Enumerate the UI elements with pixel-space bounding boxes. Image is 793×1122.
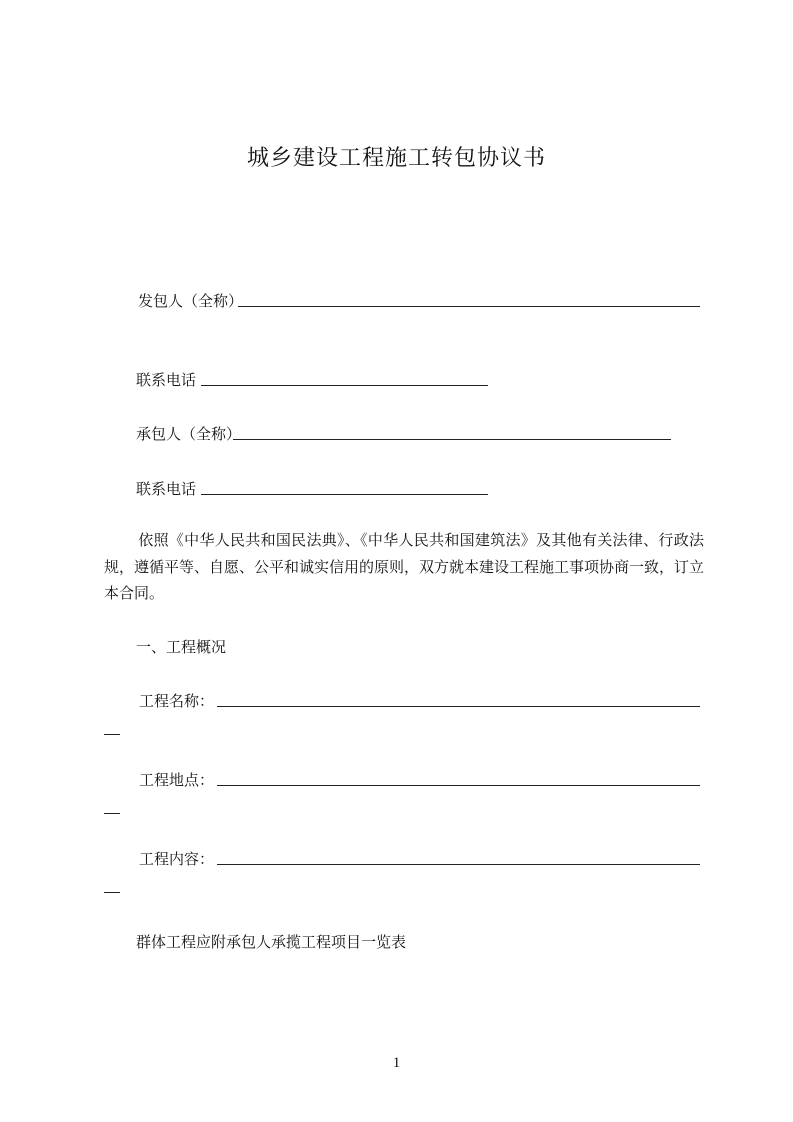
contractor-phone-blank[interactable] xyxy=(201,494,488,495)
document-title: 城乡建设工程施工转包协议书 xyxy=(246,146,546,171)
project-location-blank-continuation[interactable] xyxy=(104,813,120,814)
project-content-blank-continuation[interactable] xyxy=(104,892,120,893)
employer-phone-label: 联系电话 xyxy=(136,371,197,389)
intro-paragraph xyxy=(104,527,704,607)
employer-phone-blank[interactable] xyxy=(201,385,488,386)
project-name-blank-continuation[interactable] xyxy=(104,734,120,735)
project-location-blank[interactable] xyxy=(217,785,700,786)
contractor-name-blank[interactable] xyxy=(233,439,671,440)
intro-paragraph-text: 依照《中华人民共和国民法典》、《中华人民共和国建筑法》及其他有关法律、行政法规，遵循平等、自愿、公平和诚实信用的原则，双方就本建设工程施工事项协商一致，订立本合同。 xyxy=(104,531,705,602)
project-location-label: 工程地点： xyxy=(139,771,215,789)
contractor-phone-label: 联系电话 xyxy=(136,480,197,498)
employer-name-label: 发包人（全称） xyxy=(138,292,244,310)
section-one-heading: 一、工程概况 xyxy=(136,638,227,656)
contractor-name-label: 承包人（全称） xyxy=(136,425,242,443)
group-project-note: 群体工程应附承包人承揽工程项目一览表 xyxy=(136,933,407,951)
project-name-label: 工程名称： xyxy=(139,692,215,710)
project-name-blank[interactable] xyxy=(217,706,700,707)
page-number: 1 xyxy=(392,1055,401,1071)
employer-name-blank[interactable] xyxy=(238,306,700,307)
project-content-blank[interactable] xyxy=(217,864,700,865)
project-content-label: 工程内容： xyxy=(139,850,215,868)
